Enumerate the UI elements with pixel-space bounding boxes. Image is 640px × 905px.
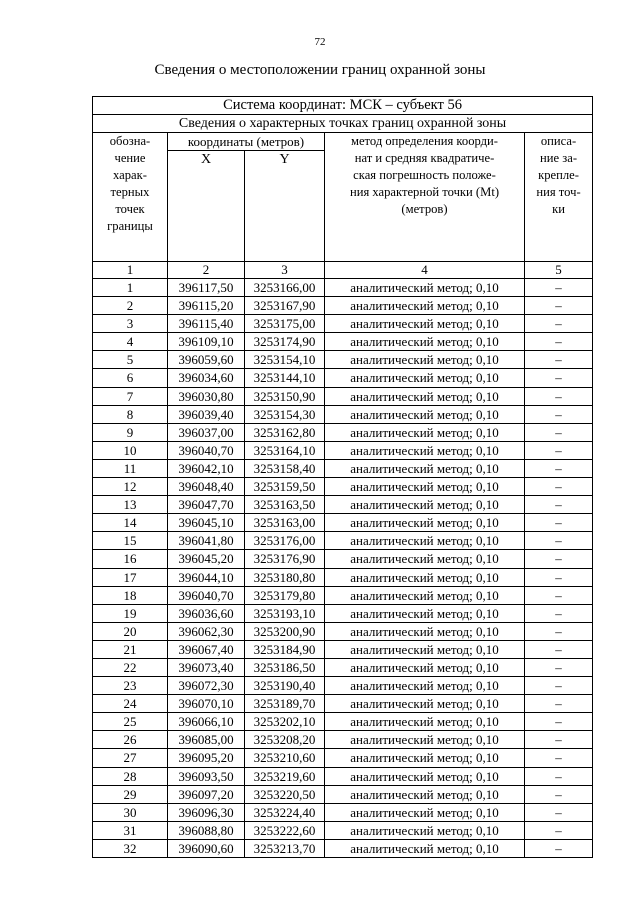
y-coordinate-cell: 3253167,90 xyxy=(245,297,325,315)
description-cell: – xyxy=(525,695,593,713)
table-row xyxy=(93,658,593,676)
x-coordinate-cell: 396045,20 xyxy=(168,550,245,568)
points-info-header: Сведения о характерных точках границ охранной зоны xyxy=(93,115,593,133)
x-coordinate-cell: 396095,20 xyxy=(168,749,245,767)
description-cell: – xyxy=(525,821,593,839)
table-row xyxy=(93,622,593,640)
x-coordinate-cell: 396059,60 xyxy=(168,351,245,369)
x-coordinate-cell: 396040,70 xyxy=(168,441,245,459)
x-coordinate-cell: 396072,30 xyxy=(168,677,245,695)
x-coordinate-cell: 396045,10 xyxy=(168,514,245,532)
description-cell: – xyxy=(525,297,593,315)
y-coordinate-cell: 3253189,70 xyxy=(245,695,325,713)
method-cell: аналитический метод; 0,10 xyxy=(325,369,525,387)
table-row xyxy=(93,514,593,532)
point-number-cell: 18 xyxy=(93,586,168,604)
x-coordinate-cell: 396034,60 xyxy=(168,369,245,387)
description-cell: – xyxy=(525,315,593,333)
y-coordinate-cell: 3253180,80 xyxy=(245,568,325,586)
page-title: Сведения о местоположении границ охранной зоны xyxy=(154,62,486,78)
x-coordinate-cell: 396047,70 xyxy=(168,496,245,514)
method-cell: аналитический метод; 0,10 xyxy=(325,333,525,351)
table-row xyxy=(93,785,593,803)
description-cell: – xyxy=(525,568,593,586)
method-cell: аналитический метод; 0,10 xyxy=(325,640,525,658)
method-cell: аналитический метод; 0,10 xyxy=(325,677,525,695)
column-header-method: метод определения коорди- нат и средняя квадратиче- ская погрешность положе- ния характерной точки (Mt) (метров) xyxy=(325,133,525,262)
method-cell: аналитический метод; 0,10 xyxy=(325,695,525,713)
method-cell: аналитический метод; 0,10 xyxy=(325,767,525,785)
x-coordinate-cell: 396040,70 xyxy=(168,586,245,604)
method-cell: аналитический метод; 0,10 xyxy=(325,351,525,369)
method-cell: аналитический метод; 0,10 xyxy=(325,315,525,333)
description-cell: – xyxy=(525,459,593,477)
column-number: 5 xyxy=(525,262,593,279)
y-coordinate-cell: 3253166,00 xyxy=(245,279,325,297)
description-cell: – xyxy=(525,496,593,514)
method-cell: аналитический метод; 0,10 xyxy=(325,279,525,297)
description-cell: – xyxy=(525,478,593,496)
method-cell: аналитический метод; 0,10 xyxy=(325,568,525,586)
point-number-cell: 23 xyxy=(93,677,168,695)
method-cell: аналитический метод; 0,10 xyxy=(325,785,525,803)
point-number-cell: 1 xyxy=(93,279,168,297)
column-header-description: описа- ние за- крепле- ния точ- ки xyxy=(525,133,593,262)
table-row xyxy=(93,713,593,731)
table-row xyxy=(93,604,593,622)
point-number-cell: 5 xyxy=(93,351,168,369)
x-coordinate-cell: 396096,30 xyxy=(168,803,245,821)
x-coordinate-cell: 396115,40 xyxy=(168,315,245,333)
point-number-cell: 3 xyxy=(93,315,168,333)
point-number-cell: 14 xyxy=(93,514,168,532)
point-number-cell: 22 xyxy=(93,658,168,676)
x-coordinate-cell: 396048,40 xyxy=(168,478,245,496)
method-cell: аналитический метод; 0,10 xyxy=(325,423,525,441)
column-header-y: Y xyxy=(245,151,325,262)
column-number: 2 xyxy=(168,262,245,279)
description-cell: – xyxy=(525,333,593,351)
point-number-cell: 17 xyxy=(93,568,168,586)
y-coordinate-cell: 3253158,40 xyxy=(245,459,325,477)
point-number-cell: 16 xyxy=(93,550,168,568)
y-coordinate-cell: 3253162,80 xyxy=(245,423,325,441)
description-cell: – xyxy=(525,839,593,857)
point-number-cell: 12 xyxy=(93,478,168,496)
table-row xyxy=(93,550,593,568)
method-cell: аналитический метод; 0,10 xyxy=(325,297,525,315)
method-cell: аналитический метод; 0,10 xyxy=(325,459,525,477)
method-cell: аналитический метод; 0,10 xyxy=(325,803,525,821)
description-cell: – xyxy=(525,532,593,550)
table-row xyxy=(93,731,593,749)
table-row xyxy=(93,297,593,315)
description-cell: – xyxy=(525,604,593,622)
x-coordinate-cell: 396088,80 xyxy=(168,821,245,839)
y-coordinate-cell: 3253164,10 xyxy=(245,441,325,459)
table-row xyxy=(93,405,593,423)
description-cell: – xyxy=(525,550,593,568)
point-number-cell: 20 xyxy=(93,622,168,640)
y-coordinate-cell: 3253154,30 xyxy=(245,405,325,423)
point-number-cell: 29 xyxy=(93,785,168,803)
table-row xyxy=(93,279,593,297)
x-coordinate-cell: 396085,00 xyxy=(168,731,245,749)
table-row xyxy=(93,351,593,369)
table-row xyxy=(93,677,593,695)
method-cell: аналитический метод; 0,10 xyxy=(325,839,525,857)
point-number-cell: 30 xyxy=(93,803,168,821)
description-cell: – xyxy=(525,767,593,785)
x-coordinate-cell: 396115,20 xyxy=(168,297,245,315)
y-coordinate-cell: 3253176,90 xyxy=(245,550,325,568)
description-cell: – xyxy=(525,351,593,369)
description-cell: – xyxy=(525,441,593,459)
point-number-cell: 15 xyxy=(93,532,168,550)
method-cell: аналитический метод; 0,10 xyxy=(325,532,525,550)
coordinate-system-header: Система координат: МСК – субъект 56 xyxy=(93,97,593,115)
x-coordinate-cell: 396042,10 xyxy=(168,459,245,477)
description-cell: – xyxy=(525,369,593,387)
y-coordinate-cell: 3253224,40 xyxy=(245,803,325,821)
x-coordinate-cell: 396067,40 xyxy=(168,640,245,658)
description-cell: – xyxy=(525,279,593,297)
y-coordinate-cell: 3253213,70 xyxy=(245,839,325,857)
table-row xyxy=(93,640,593,658)
column-number: 4 xyxy=(325,262,525,279)
x-coordinate-cell: 396041,80 xyxy=(168,532,245,550)
x-coordinate-cell: 396093,50 xyxy=(168,767,245,785)
x-coordinate-cell: 396109,10 xyxy=(168,333,245,351)
method-cell: аналитический метод; 0,10 xyxy=(325,514,525,532)
description-cell: – xyxy=(525,677,593,695)
table-row xyxy=(93,496,593,514)
table-row xyxy=(93,532,593,550)
method-cell: аналитический метод; 0,10 xyxy=(325,387,525,405)
point-number-cell: 27 xyxy=(93,749,168,767)
y-coordinate-cell: 3253179,80 xyxy=(245,586,325,604)
method-cell: аналитический метод; 0,10 xyxy=(325,749,525,767)
table-row xyxy=(93,749,593,767)
point-number-cell: 7 xyxy=(93,387,168,405)
point-number-cell: 6 xyxy=(93,369,168,387)
table-row xyxy=(93,459,593,477)
y-coordinate-cell: 3253163,00 xyxy=(245,514,325,532)
x-coordinate-cell: 396073,40 xyxy=(168,658,245,676)
description-cell: – xyxy=(525,423,593,441)
table-row xyxy=(93,839,593,857)
method-cell: аналитический метод; 0,10 xyxy=(325,478,525,496)
y-coordinate-cell: 3253184,90 xyxy=(245,640,325,658)
y-coordinate-cell: 3253193,10 xyxy=(245,604,325,622)
point-number-cell: 4 xyxy=(93,333,168,351)
y-coordinate-cell: 3253210,60 xyxy=(245,749,325,767)
table-row xyxy=(93,387,593,405)
point-number-cell: 21 xyxy=(93,640,168,658)
method-cell: аналитический метод; 0,10 xyxy=(325,658,525,676)
point-number-cell: 25 xyxy=(93,713,168,731)
x-coordinate-cell: 396039,40 xyxy=(168,405,245,423)
method-cell: аналитический метод; 0,10 xyxy=(325,821,525,839)
table-row xyxy=(93,695,593,713)
point-number-cell: 26 xyxy=(93,731,168,749)
table-row xyxy=(93,821,593,839)
y-coordinate-cell: 3253220,50 xyxy=(245,785,325,803)
method-cell: аналитический метод; 0,10 xyxy=(325,713,525,731)
description-cell: – xyxy=(525,658,593,676)
y-coordinate-cell: 3253208,20 xyxy=(245,731,325,749)
page-number: 72 xyxy=(314,36,326,48)
y-coordinate-cell: 3253159,50 xyxy=(245,478,325,496)
description-cell: – xyxy=(525,731,593,749)
y-coordinate-cell: 3253186,50 xyxy=(245,658,325,676)
y-coordinate-cell: 3253190,40 xyxy=(245,677,325,695)
method-cell: аналитический метод; 0,10 xyxy=(325,622,525,640)
y-coordinate-cell: 3253163,50 xyxy=(245,496,325,514)
x-coordinate-cell: 396037,00 xyxy=(168,423,245,441)
method-cell: аналитический метод; 0,10 xyxy=(325,496,525,514)
description-cell: – xyxy=(525,622,593,640)
method-cell: аналитический метод; 0,10 xyxy=(325,441,525,459)
column-header-point: обозна- чение харак- терных точек границы xyxy=(93,133,168,262)
description-cell: – xyxy=(525,749,593,767)
y-coordinate-cell: 3253202,10 xyxy=(245,713,325,731)
point-number-cell: 8 xyxy=(93,405,168,423)
table-row xyxy=(93,803,593,821)
description-cell: – xyxy=(525,387,593,405)
x-coordinate-cell: 396097,20 xyxy=(168,785,245,803)
description-cell: – xyxy=(525,405,593,423)
table-row xyxy=(93,423,593,441)
column-header-x: X xyxy=(168,151,245,262)
x-coordinate-cell: 396066,10 xyxy=(168,713,245,731)
table-row xyxy=(93,478,593,496)
description-cell: – xyxy=(525,713,593,731)
point-number-cell: 2 xyxy=(93,297,168,315)
y-coordinate-cell: 3253150,90 xyxy=(245,387,325,405)
point-number-cell: 31 xyxy=(93,821,168,839)
x-coordinate-cell: 396117,50 xyxy=(168,279,245,297)
x-coordinate-cell: 396036,60 xyxy=(168,604,245,622)
table-row xyxy=(93,333,593,351)
y-coordinate-cell: 3253176,00 xyxy=(245,532,325,550)
y-coordinate-cell: 3253144,10 xyxy=(245,369,325,387)
table-row xyxy=(93,441,593,459)
table-row xyxy=(93,568,593,586)
y-coordinate-cell: 3253200,90 xyxy=(245,622,325,640)
description-cell: – xyxy=(525,803,593,821)
x-coordinate-cell: 396070,10 xyxy=(168,695,245,713)
point-number-cell: 28 xyxy=(93,767,168,785)
x-coordinate-cell: 396062,30 xyxy=(168,622,245,640)
description-cell: – xyxy=(525,586,593,604)
point-number-cell: 19 xyxy=(93,604,168,622)
x-coordinate-cell: 396030,80 xyxy=(168,387,245,405)
method-cell: аналитический метод; 0,10 xyxy=(325,586,525,604)
point-number-cell: 24 xyxy=(93,695,168,713)
table-row xyxy=(93,767,593,785)
description-cell: – xyxy=(525,514,593,532)
y-coordinate-cell: 3253219,60 xyxy=(245,767,325,785)
y-coordinate-cell: 3253174,90 xyxy=(245,333,325,351)
x-coordinate-cell: 396044,10 xyxy=(168,568,245,586)
description-cell: – xyxy=(525,785,593,803)
point-number-cell: 9 xyxy=(93,423,168,441)
y-coordinate-cell: 3253175,00 xyxy=(245,315,325,333)
y-coordinate-cell: 3253154,10 xyxy=(245,351,325,369)
method-cell: аналитический метод; 0,10 xyxy=(325,731,525,749)
point-number-cell: 11 xyxy=(93,459,168,477)
method-cell: аналитический метод; 0,10 xyxy=(325,405,525,423)
table-row xyxy=(93,586,593,604)
x-coordinate-cell: 396090,60 xyxy=(168,839,245,857)
method-cell: аналитический метод; 0,10 xyxy=(325,604,525,622)
column-number: 1 xyxy=(93,262,168,279)
point-number-cell: 13 xyxy=(93,496,168,514)
boundary-points-table xyxy=(92,96,593,858)
column-header-coordinates: координаты (метров) xyxy=(168,133,325,151)
description-cell: – xyxy=(525,640,593,658)
point-number-cell: 32 xyxy=(93,839,168,857)
table-row xyxy=(93,369,593,387)
table-row xyxy=(93,315,593,333)
point-number-cell: 10 xyxy=(93,441,168,459)
y-coordinate-cell: 3253222,60 xyxy=(245,821,325,839)
column-number: 3 xyxy=(245,262,325,279)
method-cell: аналитический метод; 0,10 xyxy=(325,550,525,568)
